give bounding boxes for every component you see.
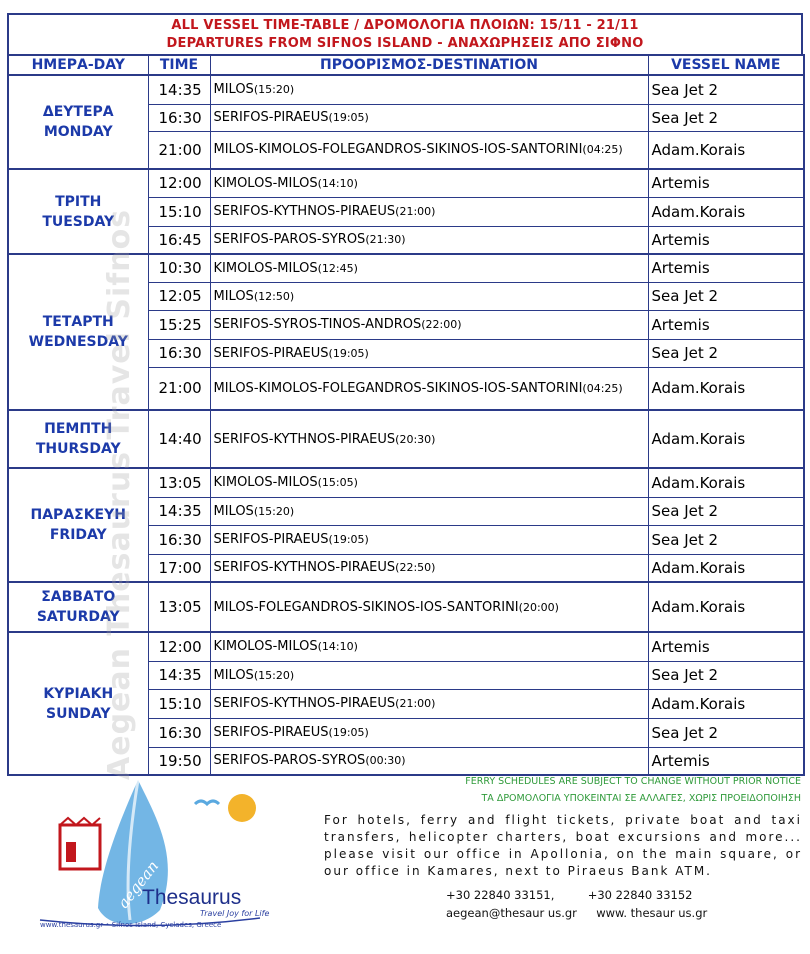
departure-time: 14:35 [148, 75, 210, 104]
vessel-name: Artemis [648, 310, 804, 339]
arrival-time: (12:50) [253, 289, 295, 303]
arrival-time: (19:05) [328, 346, 369, 360]
departure-time: 14:35 [148, 661, 210, 689]
day-greek: ΤΡΙΤΗ [55, 193, 102, 210]
arrival-time: (22:00) [421, 318, 462, 331]
departure-time: 16:30 [148, 104, 210, 131]
arrival-time: (20:30) [395, 432, 436, 446]
departure-time: 17:00 [148, 554, 210, 582]
destination-route: SERIFOS-PIRAEUS [213, 725, 329, 740]
departure-time: 12:05 [148, 282, 210, 310]
day-english: SUNDAY [46, 705, 111, 722]
destination-route: SERIFOS-KYTHNOS-PIRAEUS [213, 696, 396, 711]
destination-cell [210, 497, 648, 525]
arrival-time: (15:20) [253, 83, 295, 97]
arrival-time: (19:05) [328, 111, 369, 124]
phone-1[interactable]: +30 22840 33151, [446, 888, 555, 902]
destination-route: MILOS [213, 667, 254, 683]
logo-tagline: Travel Joy for Life [200, 909, 270, 918]
departure-time: 16:30 [148, 339, 210, 367]
departure-time: 21:00 [148, 367, 210, 410]
timetable [7, 54, 805, 776]
destination-route: KIMOLOS-MILOS [213, 260, 318, 276]
destination-route: SERIFOS-PAROS-SYROS [213, 232, 366, 248]
vessel-name: Sea Jet 2 [648, 104, 804, 131]
departure-time: 19:50 [148, 747, 210, 775]
destination-cell [210, 554, 648, 582]
day-english: SATURDAY [36, 609, 120, 625]
departure-time: 14:40 [148, 410, 210, 468]
day-english: WEDNESDAY [28, 334, 128, 350]
destination-cell [210, 410, 648, 468]
departure-time: 16:30 [148, 718, 210, 747]
vessel-name: Artemis [648, 226, 804, 254]
vessel-name: Sea Jet 2 [648, 525, 804, 554]
day-cell [8, 632, 148, 775]
vessel-name: Artemis [648, 169, 804, 197]
column-header-vessel: VESSEL NAME [648, 55, 804, 75]
departure-time: 14:35 [148, 497, 210, 525]
destination-route: KIMOLOS-MILOS [213, 475, 318, 491]
day-cell [8, 582, 148, 632]
sun-icon [228, 794, 256, 822]
destination-route: SERIFOS-KYTHNOS-PIRAEUS [213, 560, 396, 576]
destination-cell [210, 75, 648, 104]
destination-route: SERIFOS-KYTHNOS-PIRAEUS [213, 431, 396, 447]
day-greek: ΤΕΤΑΡΤΗ [42, 314, 114, 330]
destination-route: SERIFOS-SYROS-TINOS-ANDROS [213, 317, 422, 332]
column-header-time: TIME [148, 55, 210, 75]
vessel-name: Artemis [648, 632, 804, 661]
day-cell [8, 254, 148, 410]
day-english: FRIDAY [49, 527, 107, 543]
day-cell [8, 75, 148, 169]
departure-time: 16:30 [148, 525, 210, 554]
logo-sail-text: aegean [114, 857, 163, 912]
destination-route: SERIFOS-KYTHNOS-PIRAEUS [213, 204, 396, 219]
destination-cell [210, 367, 648, 410]
destination-cell [210, 310, 648, 339]
destination-route: SERIFOS-PIRAEUS [213, 345, 329, 361]
notice-greek: ΤΑ ΔΡΟΜΟΛΟΓΙΑ ΥΠΟΚΕΙΝΤΑΙ ΣΕ ΑΛΛΑΓΕΣ, ΧΩΡΙΣ ΠΡΟΕΙΔΟΠΟΙΗΣΗ [481, 793, 801, 804]
timetable-body [8, 75, 804, 775]
departure-time: 12:00 [148, 632, 210, 661]
destination-cell [210, 197, 648, 226]
vessel-name: Sea Jet 2 [648, 718, 804, 747]
destination-cell [210, 525, 648, 554]
destination-cell [210, 254, 648, 282]
departure-time: 15:10 [148, 197, 210, 226]
day-english: THURSDAY [35, 441, 121, 457]
departure-time: 12:00 [148, 169, 210, 197]
vessel-name: Artemis [648, 254, 804, 282]
destination-route: MILOS [213, 503, 254, 519]
destination-route: MILOS-FOLEGANDROS-SIKINOS-IOS-SANTORINI [213, 599, 519, 615]
departure-time: 10:30 [148, 254, 210, 282]
phone-2[interactable]: +30 22840 33152 [587, 888, 693, 902]
vessel-name: Adam.Korais [648, 554, 804, 582]
day-greek: ΠΕΜΠΤΗ [44, 421, 113, 437]
destination-cell [210, 747, 648, 775]
vessel-name: Adam.Korais [648, 367, 804, 410]
day-greek: ΚΥΡΙΑΚΗ [43, 685, 114, 702]
arrival-time: (21:30) [365, 233, 406, 247]
arrival-time: (00:30) [365, 754, 406, 768]
contacts [446, 886, 707, 922]
logo-brand: Thesaurus [142, 886, 242, 909]
arrival-time: (15:05) [317, 476, 358, 490]
arrival-time: (19:05) [328, 726, 369, 739]
table-row [8, 75, 804, 104]
vessel-name: Adam.Korais [648, 197, 804, 226]
destination-route: KIMOLOS-MILOS [213, 175, 318, 191]
website-link[interactable]: www. thesaur us.gr [596, 906, 708, 920]
destination-cell [210, 468, 648, 497]
vessel-name: Adam.Korais [648, 468, 804, 497]
day-cell [8, 468, 148, 582]
destination-route: SERIFOS-PIRAEUS [213, 532, 329, 547]
destination-cell [210, 718, 648, 747]
destination-cell [210, 169, 648, 197]
arrival-time: (04:25) [582, 143, 623, 157]
arrival-time: (12:45) [317, 261, 358, 275]
table-row [8, 632, 804, 661]
table-row [8, 410, 804, 468]
day-english: TUESDAY [42, 213, 115, 230]
arrival-time: (04:25) [582, 381, 623, 395]
arrival-time: (15:20) [253, 668, 295, 682]
table-row [8, 582, 804, 632]
destination-cell [210, 582, 648, 632]
title-line-2: DEPARTURES FROM SIFNOS ISLAND - ΑΝΑΧΩΡΗΣΕΙΣ ΑΠΟ ΣΙΦΝΟ [166, 36, 644, 51]
destination-cell [210, 131, 648, 169]
header-row [8, 55, 804, 75]
departure-time: 13:05 [148, 468, 210, 497]
departure-time: 13:05 [148, 582, 210, 632]
destination-cell [210, 282, 648, 310]
timetable-sheet [7, 13, 803, 776]
vessel-name: Sea Jet 2 [648, 339, 804, 367]
destination-route: MILOS [213, 288, 254, 304]
watermark: Aegean Thesaurus Travel Sifnos [102, 208, 137, 780]
destination-route: MILOS-KIMOLOS-FOLEGANDROS-SIKINOS-IOS-SANTORINI [213, 142, 583, 158]
destination-cell [210, 661, 648, 689]
table-row [8, 169, 804, 197]
arrival-time: (14:10) [317, 640, 358, 654]
notice-english: FERRY SCHEDULES ARE SUBJECT TO CHANGE WITHOUT PRIOR NOTICE [465, 776, 801, 787]
vessel-name: Sea Jet 2 [648, 661, 804, 689]
departure-time: 15:10 [148, 689, 210, 718]
logo-footer: www.thesaurus.gr • Sifnos Island, Cyclades, Greece [40, 921, 222, 929]
vessel-name: Adam.Korais [648, 689, 804, 718]
vessel-name: Adam.Korais [648, 582, 804, 632]
column-header-day: ΗΜΕΡΑ-DAY [8, 55, 148, 75]
day-english: MONDAY [43, 124, 113, 140]
arrival-time: (19:05) [328, 533, 369, 546]
day-greek: ΣΑΒΒΑΤΟ [41, 589, 116, 605]
destination-cell [210, 632, 648, 661]
arrival-time: (20:00) [518, 600, 559, 614]
destination-cell [210, 104, 648, 131]
column-header-destination: ΠΡΟΟΡΙΣΜΟΣ-DESTINATION [210, 55, 648, 75]
destination-cell [210, 689, 648, 718]
arrival-time: (22:50) [395, 561, 436, 575]
departure-time: 21:00 [148, 131, 210, 169]
email-link[interactable]: aegean@thesaur us.gr [446, 906, 577, 920]
vessel-name: Adam.Korais [648, 410, 804, 468]
table-row [8, 468, 804, 497]
vessel-name: Sea Jet 2 [648, 282, 804, 310]
info-text: For hotels, ferry and flight tickets, private boat and taxi transfers, helicopter charters, boat excursions and more... please visit our office in Apollonia, on the main square, or our office in Kamares, next to Piraeus Bank ATM. [324, 813, 802, 878]
vessel-name: Sea Jet 2 [648, 75, 804, 104]
arrival-time: (21:00) [395, 205, 436, 218]
day-greek: ΔΕΥΤΕΡΑ [42, 104, 114, 120]
vessel-name: Adam.Korais [648, 131, 804, 169]
destination-route: SERIFOS-PIRAEUS [213, 110, 329, 125]
departure-time: 15:25 [148, 310, 210, 339]
arrival-time: (21:00) [395, 697, 436, 710]
vessel-name: Sea Jet 2 [648, 497, 804, 525]
day-greek: ΠΑΡΑΣΚΕΥΗ [30, 507, 126, 523]
destination-cell [210, 339, 648, 367]
table-row [8, 254, 804, 282]
bird-icon [195, 801, 219, 804]
destination-route: KIMOLOS-MILOS [213, 639, 318, 655]
destination-route: SERIFOS-PAROS-SYROS [213, 753, 366, 769]
arrival-time: (14:10) [317, 176, 358, 190]
departure-time: 16:45 [148, 226, 210, 254]
day-cell [8, 169, 148, 254]
day-cell [8, 410, 148, 468]
vessel-name: Artemis [648, 747, 804, 775]
arrival-time: (15:20) [253, 504, 295, 518]
title-box [7, 13, 803, 54]
destination-route: MILOS [213, 82, 254, 98]
destination-cell [210, 226, 648, 254]
destination-route: MILOS-KIMOLOS-FOLEGANDROS-SIKINOS-IOS-SANTORINI [213, 380, 583, 396]
title-line-1: ALL VESSEL TIME-TABLE / ΔΡΟΜΟΛΟΓΙΑ ΠΛΟΙΩΝ: 15/11 - 21/11 [171, 18, 639, 33]
